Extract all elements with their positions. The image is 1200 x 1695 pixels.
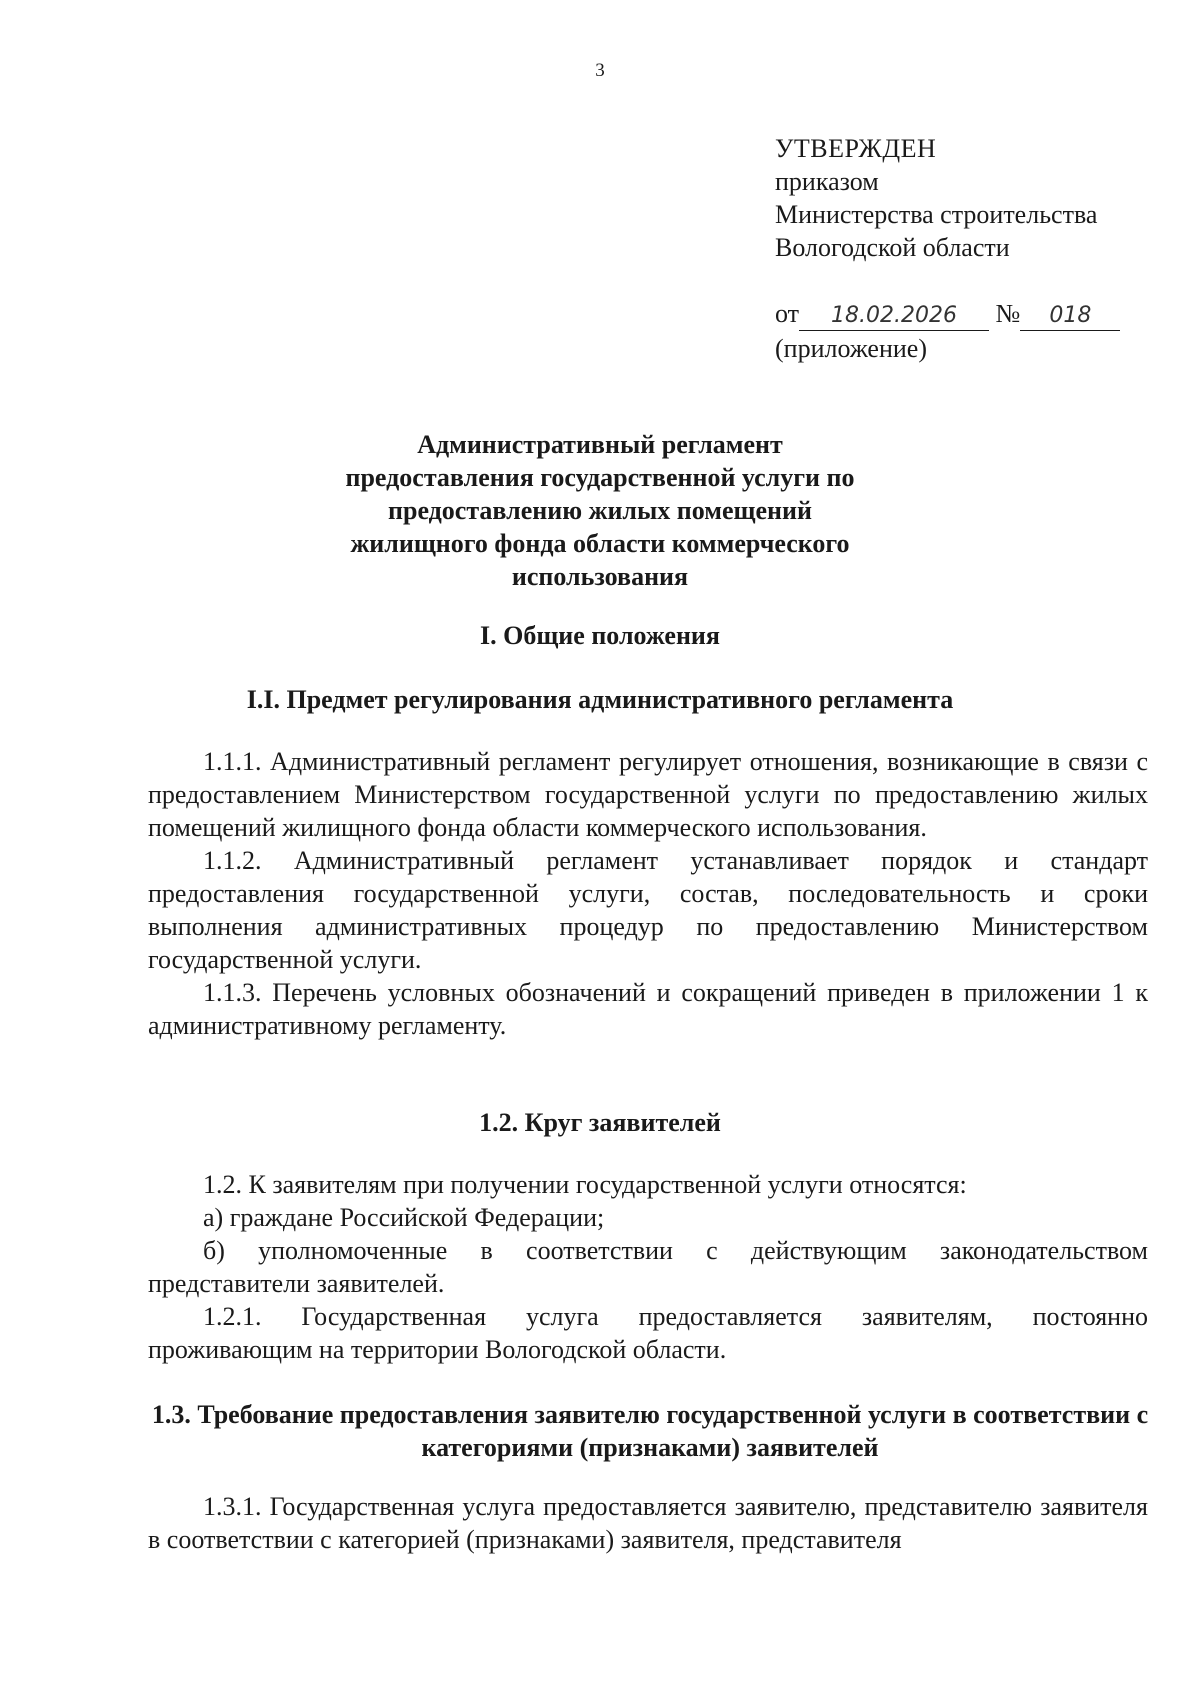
- appendix-label: (приложение): [775, 334, 928, 363]
- subsection-heading: 1.2. Круг заявителей: [479, 1108, 721, 1137]
- title-line: использования: [511, 562, 689, 591]
- number-label: №: [995, 299, 1021, 328]
- subsection-heading: I.I. Предмет регулирования административного регламента: [246, 685, 954, 714]
- paragraph: 1.1.3. Перечень условных обозначений и сокращений приведен в приложении 1 к административному регламенту.: [148, 978, 1148, 1040]
- section-1-1-body: [148, 745, 1148, 1042]
- approval-line: Вологодской области: [775, 233, 1010, 262]
- paragraph: 1.2.1. Государственная услуга предоставляется заявителям, постоянно проживающим на территории Вологодской области.: [148, 1302, 1148, 1364]
- order-date-number: [775, 297, 1120, 331]
- title-line: предоставления государственной услуги по: [345, 463, 855, 492]
- title-line: жилищного фонда области коммерческого: [350, 529, 850, 558]
- paragraph: 1.1.1. Административный регламент регулирует отношения, возникающие в связи с предоставлением Министерством государственной услуги по предоставлению жилых помещений жилищного фонда области коммерческого использования.: [148, 747, 1148, 842]
- section-1-2-body: [148, 1168, 1148, 1366]
- paragraph: 1.2. К заявителям при получении государственной услуги относятся:: [203, 1170, 967, 1199]
- approval-line: Министерства строительства: [775, 200, 1098, 229]
- order-date: 18.02.2026: [799, 302, 989, 331]
- from-label: от: [775, 299, 800, 328]
- paragraph: б) уполномоченные в соответствии с действующим законодательством представители заявителей.: [148, 1236, 1148, 1298]
- subsection-heading: 1.3. Требование предоставления заявителю государственной услуги в соответствии с категориями (признаками) заявителей: [151, 1400, 1149, 1462]
- title-line: Административный регламент: [417, 430, 783, 459]
- paragraph: 1.1.2. Административный регламент устанавливает порядок и стандарт предоставления государственной услуги, состав, последовательность и сроки выполнения административных процедур по предоставлению Министерством государственной услуги.: [148, 846, 1148, 974]
- approval-stamp: [775, 132, 1097, 264]
- paragraph: а) граждане Российской Федерации;: [203, 1203, 605, 1232]
- approved-label: УТВЕРЖДЕН: [775, 134, 937, 163]
- section-1-3-body: [148, 1490, 1148, 1556]
- paragraph: 1.3.1. Государственная услуга предоставляется заявителю, представителю заявителя в соответствии с категорией (признаками) заявителя, представителя: [148, 1492, 1148, 1554]
- title-line: предоставлению жилых помещений: [388, 496, 812, 525]
- order-number: 018: [1020, 302, 1120, 331]
- page-number: 3: [595, 60, 605, 81]
- section-heading: I. Общие положения: [480, 621, 720, 650]
- document-title: [0, 428, 1200, 593]
- approval-line: приказом: [775, 167, 879, 196]
